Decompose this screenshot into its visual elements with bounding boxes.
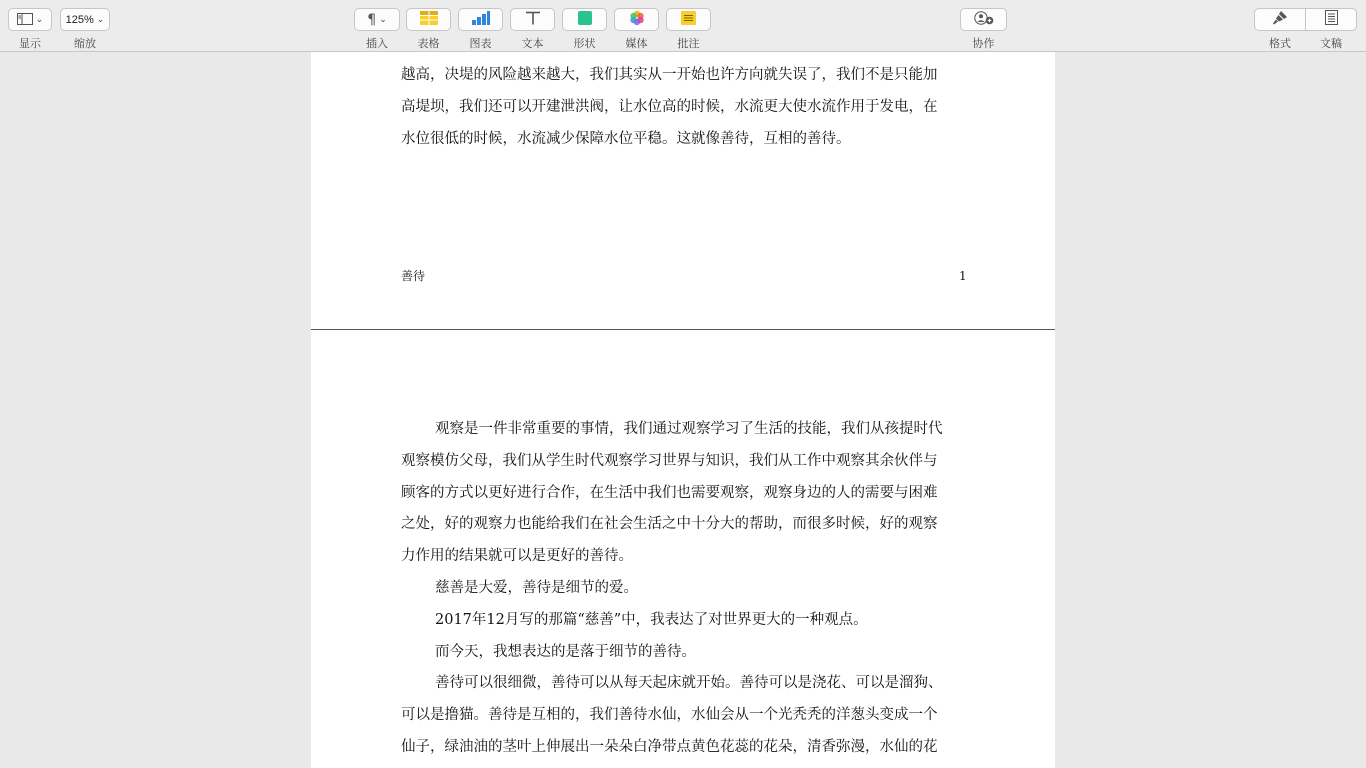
comment-label: 批注 [677,37,700,50]
view-label: 显示 [19,37,41,50]
text-line: 慈善是大爱，善待是细节的爱。 [435,579,638,596]
text-line: 高堤坝，我们还可以开建泄洪阀，让水位高的时候，水流更大使水流作用于发电，在 [401,98,938,115]
document-page-1[interactable] [311,52,1055,329]
format-button[interactable] [1254,8,1306,31]
text-line: 越高，决堤的风险越来越大，我们其实从一开始也许方向就失误了，我们不是只能加 [401,67,938,83]
chart-tool[interactable] [458,8,503,51]
text-line: 观察是一件非常重要的事情，我们通过观察学习了生活的技能，我们从孩提时代 [435,421,943,437]
text-line: 之处，好的观察力也能给我们在社会生活之中十分大的帮助，而很多时候，好的观察 [401,516,938,533]
document-page-2[interactable] [311,330,1055,768]
table-tool[interactable] [406,8,451,51]
chart-button[interactable] [458,8,503,31]
text-tool[interactable] [510,8,555,51]
shape-label: 形状 [573,37,596,50]
document-tool[interactable] [1305,8,1357,51]
text-line: 善待可以很细微，善待可以从每天起床就开始。善待可以是浇花、可以是溜狗、 [435,675,943,692]
pilcrow-icon: ¶ [367,11,377,28]
format-label: 格式 [1269,37,1291,50]
shape-square-icon [578,10,592,29]
chart-label: 图表 [469,37,492,50]
insert-button[interactable] [354,8,400,31]
comment-button[interactable] [666,8,711,31]
table-label: 表格 [417,37,440,50]
footer-page-number: 1 [959,269,967,283]
text-line: 仙子，绿油油的茎叶上伸展出一朵朵白净带点黄色花蕊的花朵，清香弥漫，水仙的花 [401,738,938,755]
text-line: 力作用的结果就可以是更好的善待。 [401,548,633,565]
media-tool[interactable] [614,8,659,51]
text-line: 而今天，我想表达的是落于细节的善待。 [435,643,696,660]
view-button[interactable] [8,8,52,31]
collaborate-label: 协作 [972,37,995,50]
zoom-label: 缩放 [74,37,96,50]
collaborate-button[interactable] [960,8,1007,31]
format-tool[interactable] [1254,8,1306,51]
text-box-icon [525,10,541,29]
text-label: 文本 [521,37,544,50]
add-person-icon [974,10,994,29]
zoom-value: 125% [65,13,94,26]
chevron-down-icon: ⌄ [379,14,387,25]
zoom-tool[interactable] [60,8,110,51]
shape-button[interactable] [562,8,607,31]
comment-tool[interactable] [666,8,711,51]
chevron-down-icon: ⌄ [35,14,44,25]
table-button[interactable] [406,8,451,31]
insert-label: 插入 [366,37,388,50]
document-button[interactable] [1305,8,1357,31]
table-icon [420,10,438,29]
toolbar [0,0,1366,52]
text-line: 水位很低的时候，水流减少保障水位平稳。这就像善待，互相的善待。 [401,130,851,147]
document-icon [1325,10,1338,29]
bar-chart-icon [472,10,490,29]
insert-tool[interactable] [354,8,400,51]
text-line: 顾客的方式以更好进行合作，在生活中我们也需要观察，观察身边的人的需要与困难 [401,484,938,501]
footer-title: 善待 [401,269,426,283]
text-line: 2017年12月写的那篇“慈善”中，我表达了对世界更大的一种观点。 [435,611,868,628]
text-line: 观察模仿父母，我们从学生时代观察学习世界与知识，我们从工作中观察其余伙伴与 [401,452,938,469]
media-button[interactable] [614,8,659,31]
text-button[interactable] [510,8,555,31]
zoom-select[interactable] [60,8,110,31]
chevron-down-icon: ⌄ [96,14,105,25]
document-label: 文稿 [1320,37,1342,50]
shape-tool[interactable] [562,8,607,51]
media-label: 媒体 [625,37,648,50]
comment-note-icon [681,10,696,29]
sidebar-layout-icon [17,10,33,29]
photos-icon [629,10,645,30]
page1-paragraph[interactable] [401,60,963,155]
text-line: 可以是撸猫。善待是互相的，我们善待水仙，水仙会从一个光秃秃的洋葱头变成一个 [401,707,938,724]
collaborate-tool[interactable] [960,8,1007,51]
view-tool[interactable] [8,8,52,51]
page2-body[interactable] [401,414,963,764]
paintbrush-icon [1272,10,1288,29]
